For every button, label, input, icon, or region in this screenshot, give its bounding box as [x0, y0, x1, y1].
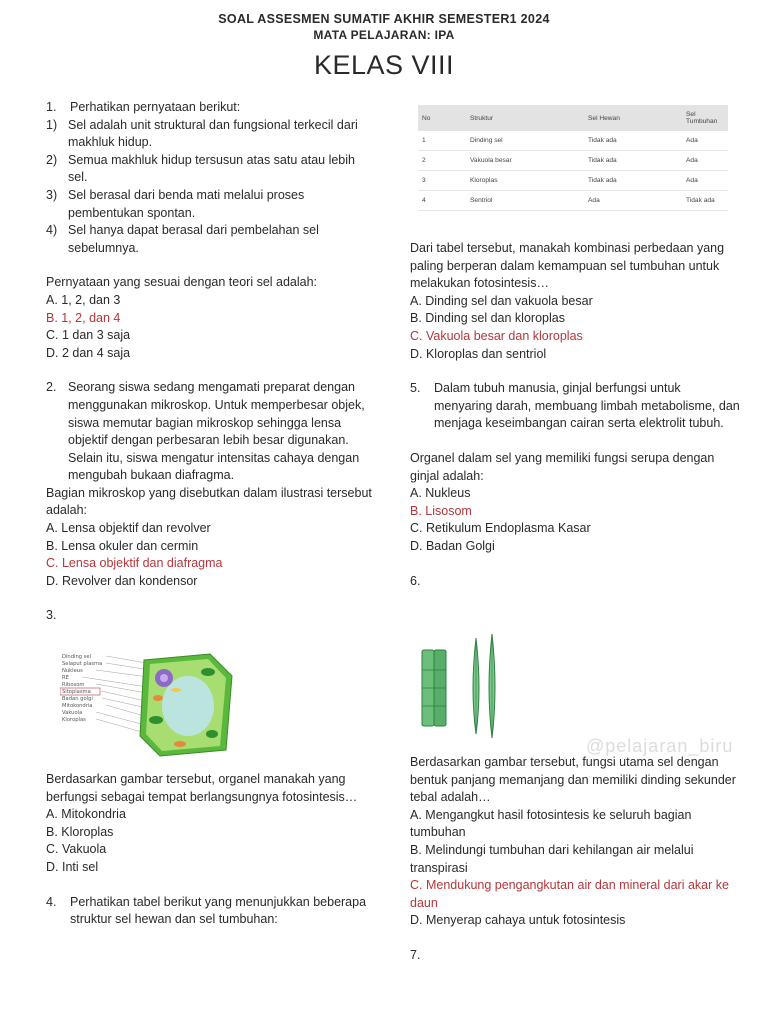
label-nukleus: Nukleus	[62, 668, 83, 674]
chloroplast	[149, 716, 163, 724]
q3-question: Berdasarkan gambar tersebut, organel manakah yang berfungsi sebagai tempat berlangsungnya fotosintesis…	[46, 772, 358, 804]
subject-title: MATA PELAJARAN: IPA	[313, 28, 455, 42]
q4-text: Perhatikan tabel berikut yang menunjukkan beberapa struktur sel hewan dan sel tumbuhan:	[70, 894, 367, 927]
q6-option-c[interactable]: C. Mendukung pengangkutan air dan mineral dari akar ke daun	[410, 878, 729, 910]
q6-question: Berdasarkan gambar tersebut, fungsi utama sel dengan bentuk panjang memanjang dan memiliki dinding sekunder tebal adalah…	[410, 755, 736, 805]
label-dinding-sel: Dinding sel	[62, 654, 92, 660]
q5-option-d[interactable]: D. Badan Golgi	[410, 538, 495, 553]
label-vakuola: Vakuola	[62, 710, 83, 716]
q4-option-a[interactable]: A. Dinding sel dan vakuola besar	[410, 293, 593, 308]
label-mitokondria: Mitokondria	[62, 703, 93, 709]
q3-option-d[interactable]: D. Inti sel	[46, 859, 99, 874]
xylem-cells-figure	[418, 630, 508, 740]
q6-option-a[interactable]: A. Mengangkut hasil fotosintesis ke seluruh bagian tumbuhan	[410, 807, 692, 840]
q3-option-b[interactable]: B. Kloroplas	[46, 824, 114, 839]
q2-number: 2.	[46, 380, 57, 395]
grade-title: KELAS VIII	[313, 50, 455, 80]
q2-question: Bagian mikroskop yang disebutkan dalam ilustrasi tersebut adalah:	[46, 485, 372, 518]
q1-option-a[interactable]: A. 1, 2, dan 3	[46, 292, 121, 307]
q1-statement: 4) Sel hanya dapat berasal dari pembelahan sel sebelumnya.	[46, 223, 319, 255]
q2-text: Seorang siswa sedang mengamati preparat dengan menggunakan mikroskop. Untuk memperbesar objek, siswa memutar bagian mikroskop sehingga lensa objektif dengan perbesaran lebih besar digunakan. Selain itu, siswa mengatur intensitas cahaya dengan mengubah bukaan diafragma.	[68, 380, 365, 483]
q5-option-c[interactable]: C. Retikulum Endoplasma Kasar	[410, 521, 591, 536]
right-column-bottom	[410, 754, 740, 965]
q5-option-b[interactable]: B. Lisosom	[410, 503, 472, 518]
q1-intro: Perhatikan pernyataan berikut:	[70, 100, 241, 114]
q2-option-c[interactable]: C. Lensa objektif dan diafragma	[46, 556, 223, 571]
q5-header	[410, 380, 740, 433]
chloroplast	[201, 668, 215, 676]
q1-statement: 1) Sel adalah unit struktural dan fungsional terkecil dari makhluk hidup.	[46, 117, 358, 150]
label-kloroplas: Kloroplas	[62, 717, 86, 723]
q6-option-d[interactable]: D. Menyerap cahaya untuk fotosintesis	[410, 913, 626, 928]
mitochondrion	[174, 741, 186, 747]
q3-option-c[interactable]: C. Vakuola	[46, 842, 107, 857]
label-badan-golgi: Badan golgi	[62, 696, 93, 702]
q5-option-a[interactable]: A. Nukleus	[410, 486, 471, 501]
watermark: @pelajaran_biru	[586, 736, 734, 756]
table-row: 3 Kloroplas Tidak ada Ada	[418, 171, 728, 191]
q3-option-a[interactable]: A. Mitokondria	[46, 807, 126, 822]
q1-statement: 2) Semua makhluk hidup tersusun atas satu atau lebih sel.	[46, 152, 355, 185]
q1-option-b[interactable]: B. 1, 2, dan 4	[46, 310, 121, 325]
label-selaput-plasma: Selaput plasma	[62, 661, 103, 667]
nucleolus	[160, 674, 168, 682]
label-ribosom: Ribosom	[62, 682, 85, 688]
q1-statement: 3) Sel berasal dari benda mati melalui proses pembentukan spontan.	[46, 187, 305, 220]
left-column	[46, 99, 376, 625]
q6-number: 6.	[410, 573, 421, 588]
label-sitoplasma: Sitoplasma	[62, 689, 91, 695]
q4-table	[418, 105, 728, 211]
vacuole	[162, 676, 214, 736]
q4-option-d[interactable]: D. Kloroplas dan sentriol	[410, 346, 547, 361]
table-row: 2 Vakuola besar Tidak ada Ada	[418, 151, 728, 171]
q5-number: 5.	[410, 381, 421, 396]
label-re: RE	[62, 675, 69, 681]
plant-cell-figure	[60, 650, 240, 760]
q6-option-b[interactable]: B. Melindungi tumbuhan dari kehilangan air melalui transpirasi	[410, 842, 694, 875]
table-header-row: No Struktur Sel Hewan Sel Tumbuhan	[418, 105, 728, 131]
q2-option-a[interactable]: A. Lensa objektif dan revolver	[46, 521, 211, 536]
q1-option-d[interactable]: D. 2 dan 4 saja	[46, 345, 131, 360]
q4-number: 4.	[46, 894, 57, 909]
q4-option-b[interactable]: B. Dinding sel dan kloroplas	[410, 311, 565, 326]
left-column-bottom	[46, 771, 376, 929]
table-row: 4 Sentriol Ada Tidak ada	[418, 191, 728, 211]
q3-number: 3.	[46, 608, 57, 623]
q2-option-d[interactable]: D. Revolver dan kondensor	[46, 573, 198, 588]
q1-header	[46, 99, 376, 117]
q4-option-c[interactable]: C. Vakuola besar dan kloroplas	[410, 328, 583, 343]
q5-text: Dalam tubuh manusia, ginjal berfungsi untuk menyaring darah, membuang limbah metabolisme, dan menjaga keseimbangan cairan serta elektrolit tubuh.	[434, 381, 740, 431]
q4-question: Dari tabel tersebut, manakah kombinasi perbedaan yang paling berperan dalam kemampuan sel tumbuhan untuk melakukan fotosintesis…	[410, 241, 725, 291]
right-column	[410, 240, 740, 590]
chloroplast	[206, 730, 218, 738]
q2-option-b[interactable]: B. Lensa okuler dan cermin	[46, 538, 199, 553]
q1-option-c[interactable]: C. 1 dan 3 saja	[46, 328, 131, 343]
page-header	[0, 12, 768, 81]
exam-title: SOAL ASSESMEN SUMATIF AKHIR SEMESTER1 2024	[218, 12, 550, 26]
q2-header	[46, 379, 376, 485]
q1-question: Pernyataan yang sesuai dengan teori sel adalah:	[46, 275, 318, 290]
q4-header	[46, 894, 376, 929]
mitochondrion	[153, 695, 163, 701]
q7-number: 7.	[410, 947, 421, 962]
q5-question: Organel dalam sel yang memiliki fungsi serupa dengan ginjal adalah:	[410, 450, 715, 483]
q1-number: 1.	[46, 100, 57, 114]
table-row: 1 Dinding sel Tidak ada Ada	[418, 131, 728, 151]
